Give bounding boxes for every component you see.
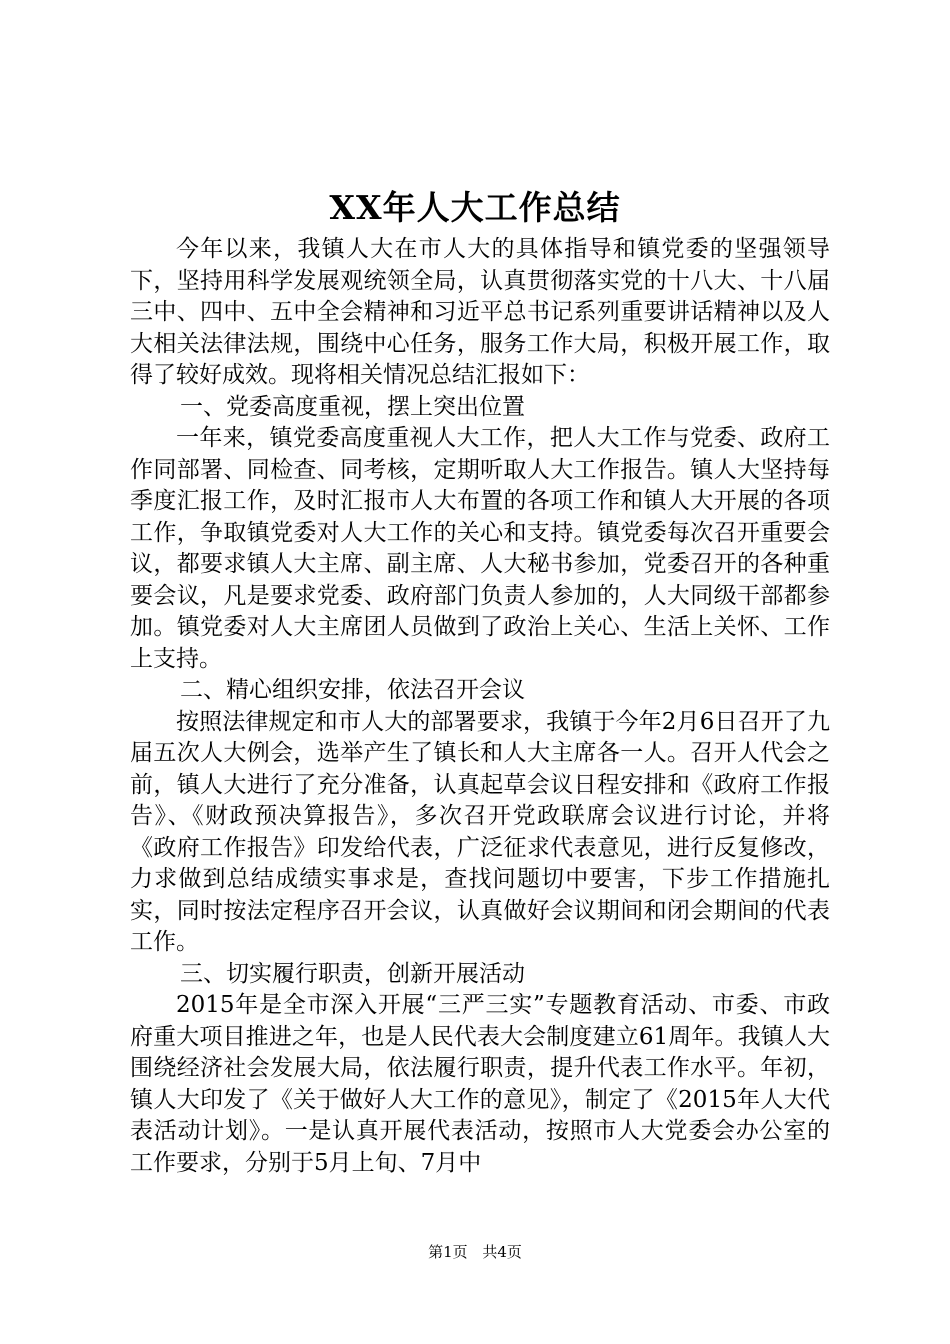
page-number: 第1页 xyxy=(428,1243,468,1261)
document-title: XX年人大工作总结 xyxy=(329,188,621,227)
document-body xyxy=(130,234,830,1179)
paragraph-section-1: 一年来，镇党委高度重视人大工作，把人大工作与党委、政府工作同部署、同检查、同考核，定期听取人大工作报告。镇人大坚持每季度汇报工作，及时汇报市人大布置的各项工作和镇人大开展的各项工作，争取镇党委对人大工作的关心和支持。镇党委每次召开重要会议，都要求镇人大主席、副主席、人大秘书参加，党委召开的各种重要会议，凡是要求党委、政府部门负责人参加的，人大同级干部都参加。镇党委对人大主席团人员做到了政治上关心、生活上关怀、工作上支持。 xyxy=(130,425,830,672)
section-heading-1: 一、党委高度重视，摆上突出位置 xyxy=(180,393,525,420)
paragraph-section-2: 按照法律规定和市人大的部署要求，我镇于今年2月6日召开了九届五次人大例会，选举产生了镇长和人大主席各一人。召开人代会之前，镇人大进行了充分准备，认真起草会议日程安排和《政府工作报告》、《财政预决算报告》，多次召开党政联席会议进行讨论，并将《政府工作报告》印发给代表，广泛征求代表意见，进行反复修改，力求做到总结成绩实事求是，查找问题切中要害，下步工作措施扎实，同时按法定程序召开会议，认真做好会议期间和闭会期间的代表工作。 xyxy=(130,708,830,955)
section-heading-3: 三、切实履行职责，创新开展活动 xyxy=(180,960,525,987)
section-heading-2: 二、精心组织安排，依法召开会议 xyxy=(180,677,525,703)
page-total: 共4页 xyxy=(482,1243,522,1261)
paragraph-intro: 今年以来，我镇人大在市人大的具体指导和镇党委的坚强领导下，坚持用科学发展观统领全局，认真贯彻落实党的十八大、十八届三中、四中、五中全会精神和习近平总书记系列重要讲话精神以及人大相关法律法规，围绕中心任务，服务工作大局，积极开展工作，取得了较好成效。现将相关情况总结汇报如下： xyxy=(130,236,830,388)
paragraph-section-3: 2015年是全市深入开展“三严三实”专题教育活动、市委、市政府重大项目推进之年，也是人民代表大会制度建立61周年。我镇人大围绕经济社会发展大局，依法履行职责，提升代表工作水平。年初，镇人大印发了《关于做好人大工作的意见》，制定了《2015年人大代表活动计划》。一是认真开展代表活动，按照市人大党委会办公室的工作要求，分别于5月上旬、7月中 xyxy=(130,992,830,1176)
page-footer xyxy=(0,1242,950,1262)
